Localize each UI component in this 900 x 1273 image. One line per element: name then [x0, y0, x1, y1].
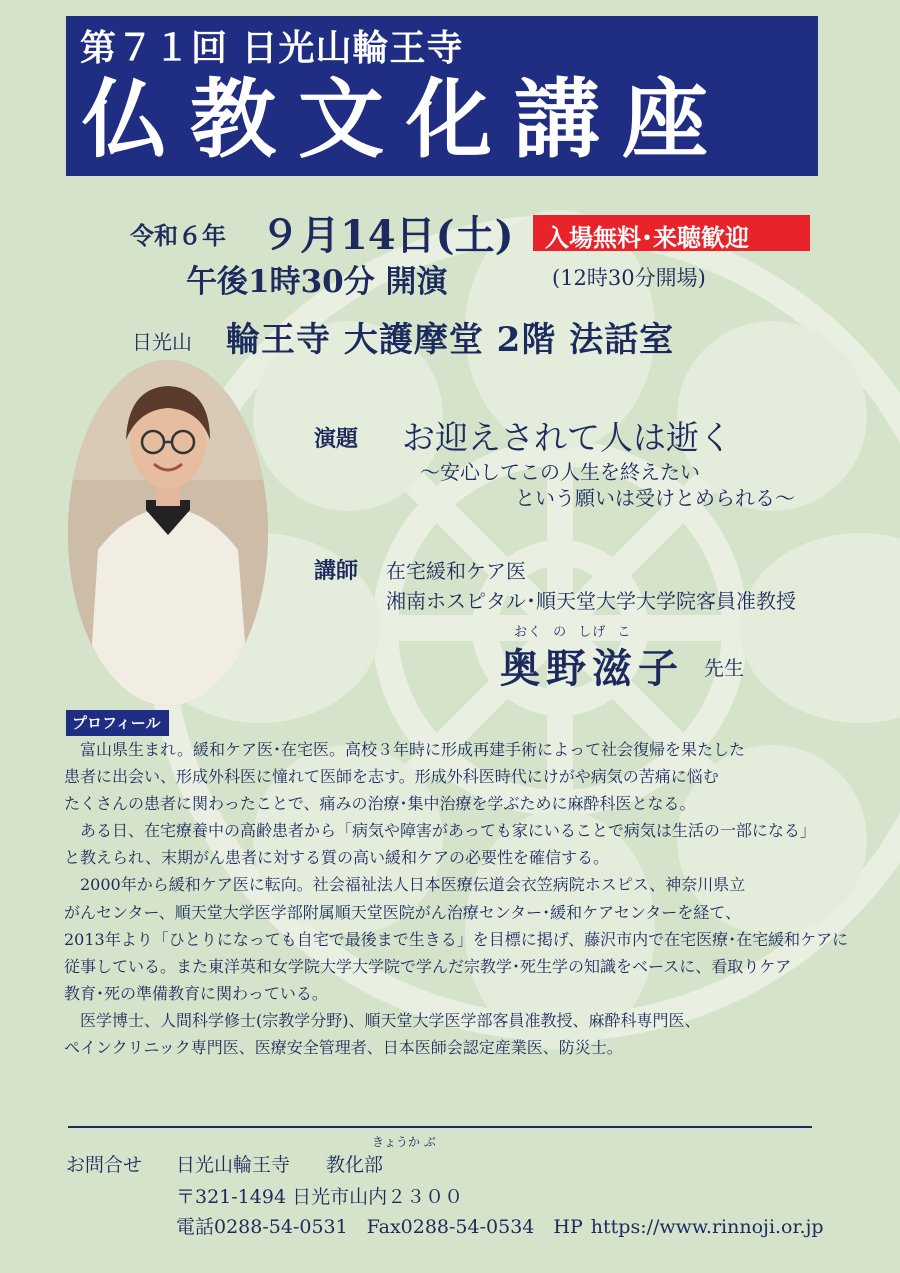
profile-line: 富山県生まれ。緩和ケア医･在宅医。高校３年時に形成再建手術によって社会復帰を果たした	[64, 740, 745, 759]
divider	[68, 1126, 812, 1128]
topic-title: お迎えされて人は逝く	[402, 418, 732, 457]
lecturer-role: 在宅緩和ケア医	[386, 559, 526, 583]
doors-open-time: (12時30分開場)	[552, 266, 706, 290]
lecturer-portrait	[68, 360, 268, 706]
profile-line: 医学博士、人間科学修士(宗教学分野)、順天堂大学医学部客員准教授、麻酔科専門医、	[64, 1010, 701, 1030]
profile-heading: プロフィール	[66, 710, 169, 736]
start-time: 午後1時30分 開演	[186, 264, 448, 300]
lecturer-label: 講師	[314, 559, 359, 584]
lecturer-name-reading: おく の しげ こ	[514, 625, 632, 640]
contact-phone-fax-web: 電話0288-54-0531 Fax0288-54-0534 HP https://www.rinnoji.or.jp	[176, 1216, 824, 1238]
contact-address: 〒321-1494 日光市山内２３００	[176, 1186, 464, 1208]
profile-line: 2013年より「ひとりになっても自宅で最後まで生きる」を目標に掲げ、藤沢市内で在宅医療･在宅緩和ケアに	[64, 929, 849, 949]
topic-label: 演題	[314, 427, 359, 452]
free-admission-text: 入場無料･来聴歓迎	[545, 224, 749, 252]
portrait-illustration	[68, 360, 268, 706]
profile-body	[64, 736, 849, 1061]
contact-organization: 日光山輪王寺	[176, 1154, 291, 1176]
lecturer-affiliation: 湘南ホスピタル･順天堂大学大学院客員准教授	[386, 589, 796, 613]
contact-label: お問合せ	[66, 1154, 143, 1176]
profile-line: 患者に出会い、形成外科医に憧れて医師を志す。形成外科医時代にけがや病気の苦痛に悩む	[64, 767, 719, 787]
profile-line: と教えられ、末期がん患者に対する質の高い緩和ケアの必要性を確信する。	[64, 848, 609, 868]
free-admission-badge	[533, 215, 810, 251]
era-year: 令和６年	[130, 222, 226, 250]
profile-line: ペインクリニック専門医、医療安全管理者、日本医師会認定産業医、防災士。	[64, 1038, 623, 1058]
profile-line: たくさんの患者に関わったことで、痛みの治療･集中治療を学ぶために麻酔科医となる。	[64, 794, 696, 814]
lecture-series-title: 仏教文化講座	[82, 70, 730, 170]
event-date: ９月14日(土)	[260, 212, 514, 259]
profile-line: 教育･死の準備教育に関わっている。	[64, 983, 328, 1003]
profile-line: がんセンター、順天堂大学医学部附属順天堂医院がん治療センター･緩和ケアセンターを経て、	[64, 902, 741, 922]
edition-title: 第７１回 日光山輪王寺	[80, 28, 464, 69]
profile-line: 従事している。また東洋英和女学院大学大学院で学んだ宗教学･死生学の知識をベースに、看取りケア	[64, 956, 792, 976]
topic-subtitle-1: ～安心してこの人生を終えたい	[420, 460, 700, 484]
topic-subtitle-2: という願いは受けとめられる～	[515, 486, 795, 510]
venue: 輪王寺 大護摩堂 2階 法話室	[226, 320, 675, 360]
profile-line: ある日、在宅療養中の高齢患者から「病気や障害があっても家にいることで病気は生活の一部になる」	[64, 821, 816, 841]
lecturer-honorific: 先生	[704, 656, 744, 680]
contact-department: 教化部	[326, 1154, 384, 1176]
profile-line: 2000年から緩和ケア医に転向。社会福祉法人日本医療伝道会衣笠病院ホスピス、神奈川県立	[64, 875, 746, 895]
lecturer-name: 奥野滋子	[500, 645, 684, 692]
contact-dept-reading: きょうか ぶ	[372, 1135, 436, 1149]
venue-prefix: 日光山	[132, 330, 192, 354]
